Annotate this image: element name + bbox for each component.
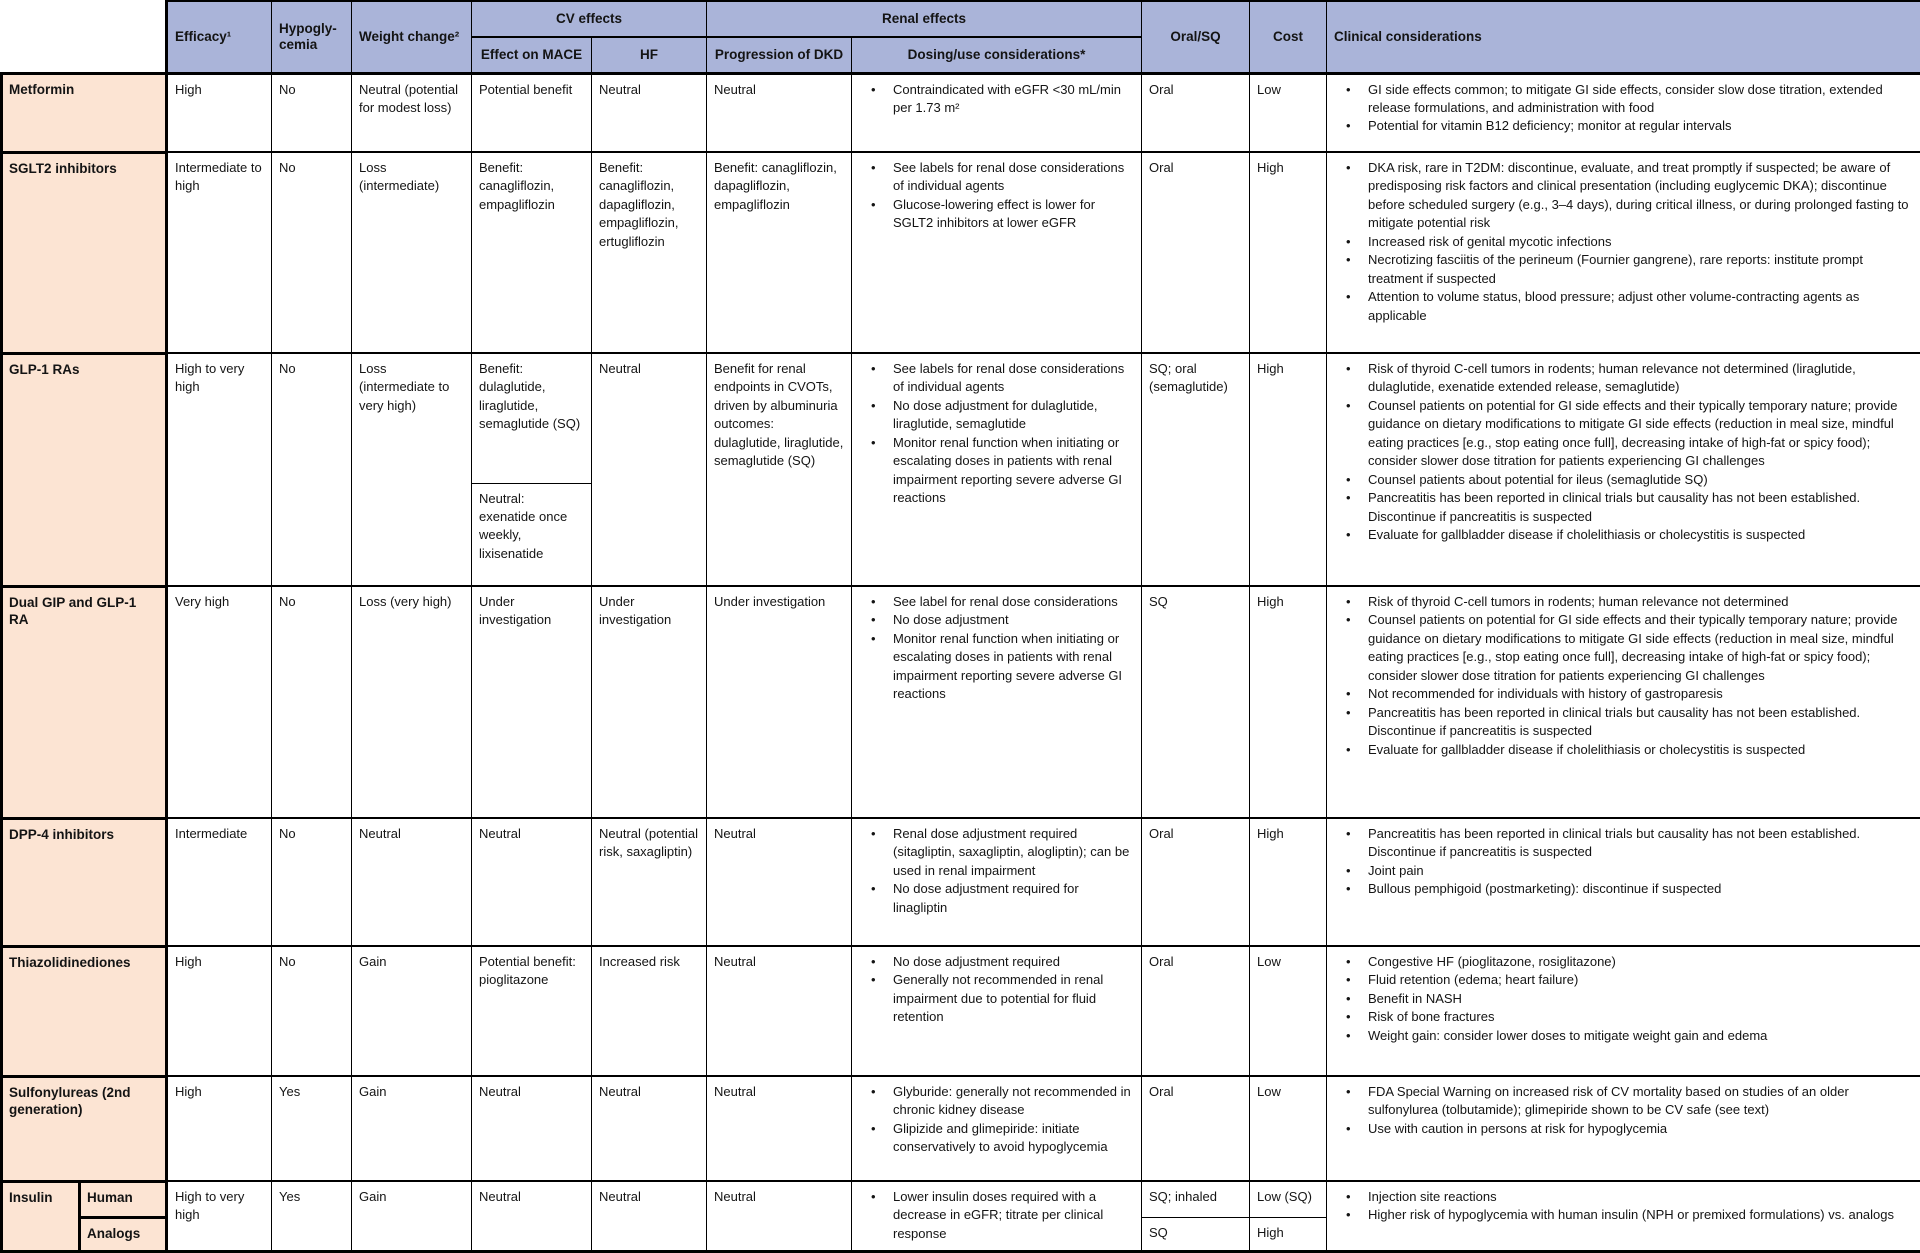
sglt2-hypoglycemia: No — [272, 152, 352, 353]
bullet-list: • See label for renal dose considerations • No dose adjustment • Monitor renal function when initiating or escalating doses in patients with renal impairment reporting severe adverse GI reactions — [859, 593, 1134, 704]
metformin-clinical — [1327, 73, 1920, 152]
insulin-human-label: Human — [80, 1181, 167, 1217]
sulfonylureas-clinical — [1327, 1076, 1920, 1181]
bullet-list: • GI side effects common; to mitigate GI side effects, consider slow dose titration, extended release formulations, and administration with food • Potential for vitamin B12 deficiency; monitor at regular intervals — [1334, 81, 1913, 136]
insulin-dosing — [852, 1181, 1142, 1251]
sulfonylureas-cost: Low — [1250, 1076, 1327, 1181]
header-clinical-considerations: Clinical considerations — [1327, 1, 1920, 73]
sulfonylureas-label: Sulfonylureas (2nd generation) — [2, 1076, 167, 1181]
dpp4-efficacy: Intermediate — [167, 818, 272, 946]
dpp4-effect-on-mace: Neutral — [472, 818, 592, 946]
header-efficacy: Efficacy¹ — [167, 1, 272, 73]
metformin-dosing — [852, 73, 1142, 152]
insulin-efficacy: High to very high — [167, 1181, 272, 1251]
bullet-list: • No dose adjustment required • Generally not recommended in renal impairment due to potential for fluid retention — [859, 953, 1134, 1027]
header-oral-sq: Oral/SQ — [1142, 1, 1250, 73]
row-dpp4-inhibitors — [2, 818, 1920, 946]
tzd-weight-change: Gain — [352, 946, 472, 1076]
dual-gip-weight-change: Loss (very high) — [352, 586, 472, 818]
insulin-hf: Neutral — [592, 1181, 707, 1251]
bullet-list: • Glyburide: generally not recommended in chronic kidney disease • Glipizide and glimepiride: initiate conservatively to avoid hypoglycemia — [859, 1083, 1134, 1157]
glp1-hypoglycemia: No — [272, 353, 352, 586]
header-cost: Cost — [1250, 1, 1327, 73]
dpp4-hypoglycemia: No — [272, 818, 352, 946]
bullet-list: • Contraindicated with eGFR <30 mL/min per 1.73 m² — [859, 81, 1134, 118]
row-thiazolidinediones — [2, 946, 1920, 1076]
dpp4-dosing — [852, 818, 1142, 946]
bullet-list: • DKA risk, rare in T2DM: discontinue, evaluate, and treat promptly if suspected; be aware of predisposing risk factors and clinical presentation (including euglycemic DKA); discontinue before scheduled surgery (e.g., 3–4 days), during critical illness, or during prolonged fasting to mitigate potential risk • Increased risk of genital mycotic infections • Necrotizing fasciitis of the perineum (Fournier gangrene), rare reports: institute prompt treatment if suspected • Attention to volume status, blood pressure; adjust other volume-contracting agents as applicable — [1334, 159, 1913, 325]
bullet-list: • FDA Special Warning on increased risk of CV mortality based on studies of an older sulfonylurea (tolbutamide); glimepiride shown to be CV safe (see text) • Use with caution in persons at risk for hypoglycemia — [1334, 1083, 1913, 1138]
dpp4-cost: High — [1250, 818, 1327, 946]
dual-gip-dosing — [852, 586, 1142, 818]
glp1-cost: High — [1250, 353, 1327, 586]
metformin-hypoglycemia: No — [272, 73, 352, 152]
dual-gip-progression-of-dkd: Under investigation — [707, 586, 852, 818]
sglt2-hf: Benefit: canagliflozin, dapagliflozin, empagliflozin, ertugliflozin — [592, 152, 707, 353]
table-body — [2, 73, 1920, 1251]
tzd-cost: Low — [1250, 946, 1327, 1076]
sulfonylureas-effect-on-mace: Neutral — [472, 1076, 592, 1181]
bullet-list: • Injection site reactions • Higher risk of hypoglycemia with human insulin (NPH or premixed formulations) vs. analogs — [1334, 1188, 1913, 1225]
sulfonylureas-weight-change: Gain — [352, 1076, 472, 1181]
row-metformin — [2, 73, 1920, 152]
glp1-label: GLP-1 RAs — [2, 353, 167, 586]
tzd-hf: Increased risk — [592, 946, 707, 1076]
glp1-effect-on-mace-neutral: Neutral: exenatide once weekly, lixisenatide — [472, 483, 592, 586]
insulin-effect-on-mace: Neutral — [472, 1181, 592, 1251]
bullet-list: • Congestive HF (pioglitazone, rosiglitazone) • Fluid retention (edema; heart failure) • Benefit in NASH • Risk of bone fractures • Weight gain: consider lower doses to mitigate weight gain and edema — [1334, 953, 1913, 1045]
dpp4-progression-of-dkd: Neutral — [707, 818, 852, 946]
insulin-label: Insulin — [2, 1181, 80, 1251]
metformin-label: Metformin — [2, 73, 167, 152]
insulin-weight-change: Gain — [352, 1181, 472, 1251]
dual-gip-route: SQ — [1142, 586, 1250, 818]
dual-gip-clinical — [1327, 586, 1920, 818]
glp1-efficacy: High to very high — [167, 353, 272, 586]
metformin-cost: Low — [1250, 73, 1327, 152]
dual-gip-efficacy: Very high — [167, 586, 272, 818]
bullet-list: • Lower insulin doses required with a decrease in eGFR; titrate per clinical response — [859, 1188, 1134, 1243]
metformin-weight-change: Neutral (potential for modest loss) — [352, 73, 472, 152]
sulfonylureas-hf: Neutral — [592, 1076, 707, 1181]
dpp4-clinical — [1327, 818, 1920, 946]
header-group-renal-effects: Renal effects — [707, 1, 1142, 37]
row-insulin-human — [2, 1181, 1920, 1217]
insulin-human-cost: Low (SQ) — [1250, 1181, 1327, 1217]
sglt2-progression-of-dkd: Benefit: canagliflozin, dapagliflozin, empagliflozin — [707, 152, 852, 353]
sglt2-clinical — [1327, 152, 1920, 353]
sulfonylureas-efficacy: High — [167, 1076, 272, 1181]
header-effect-on-mace: Effect on MACE — [472, 37, 592, 73]
metformin-efficacy: High — [167, 73, 272, 152]
tzd-progression-of-dkd: Neutral — [707, 946, 852, 1076]
bullet-list: • See labels for renal dose considerations of individual agents • Glucose-lowering effect is lower for SGLT2 inhibitors at lower eGFR — [859, 159, 1134, 233]
tzd-route: Oral — [1142, 946, 1250, 1076]
sulfonylureas-hypoglycemia: Yes — [272, 1076, 352, 1181]
glp1-route: SQ; oral (semaglutide) — [1142, 353, 1250, 586]
bullet-list: • See labels for renal dose considerations of individual agents • No dose adjustment for dulaglutide, liraglutide, semaglutide • Monitor renal function when initiating or escalating doses in patients with renal impairment reporting severe adverse GI reactions — [859, 360, 1134, 508]
tzd-clinical — [1327, 946, 1920, 1076]
insulin-hypoglycemia: Yes — [272, 1181, 352, 1251]
sglt2-effect-on-mace: Benefit: canagliflozin, empagliflozin — [472, 152, 592, 353]
bullet-list: • Risk of thyroid C-cell tumors in rodents; human relevance not determined (liraglutide, dulaglutide, exenatide extended release, semaglutide) • Counsel patients on potential for GI side effects and their typically temporary nature; provide guidance on dietary modifications to mitigate GI side effects (reduction in meal size, mindful eating practices [e.g., stop eating once full], decreasing intake of high-fat or spicy food); consider slower dose titration for patients experiencing GI challenges • Counsel patients about potential for ileus (semaglutide SQ) • Pancreatitis has been reported in clinical trials but causality has not been established. Discontinue if pancreatitis is suspected • Evaluate for gallbladder disease if cholelithiasis or cholecystitis is suspected — [1334, 360, 1913, 545]
table-header — [2, 1, 1920, 73]
glp1-clinical — [1327, 353, 1920, 586]
insulin-progression-of-dkd: Neutral — [707, 1181, 852, 1251]
glp1-hf: Neutral — [592, 353, 707, 586]
sglt2-label: SGLT2 inhibitors — [2, 152, 167, 353]
header-weight-change: Weight change² — [352, 1, 472, 73]
header-group-cv-effects: CV effects — [472, 1, 707, 37]
dual-gip-label: Dual GIP and GLP-1 RA — [2, 586, 167, 818]
dual-gip-cost: High — [1250, 586, 1327, 818]
tzd-hypoglycemia: No — [272, 946, 352, 1076]
bullet-list: • Risk of thyroid C-cell tumors in rodents; human relevance not determined • Counsel patients on potential for GI side effects and their typically temporary nature; provide guidance on dietary modifications to mitigate GI side effects (reduction in meal size, mindful eating practices [e.g., stop eating once full], decreasing intake of high-fat or spicy food); consider slower dose titration for patients experiencing GI challenges • Not recommended for individuals with history of gastroparesis • Pancreatitis has been reported in clinical trials but causality has not been established. Discontinue if pancreatitis is suspected • Evaluate for gallbladder disease if cholelithiasis or cholecystitis is suspected — [1334, 593, 1913, 759]
sglt2-route: Oral — [1142, 152, 1250, 353]
row-dual-gip-glp1-ra — [2, 586, 1920, 818]
row-sulfonylureas — [2, 1076, 1920, 1181]
sglt2-dosing — [852, 152, 1142, 353]
tzd-effect-on-mace: Potential benefit: pioglitazone — [472, 946, 592, 1076]
glp1-dosing — [852, 353, 1142, 586]
sulfonylureas-dosing — [852, 1076, 1142, 1181]
sulfonylureas-progression-of-dkd: Neutral — [707, 1076, 852, 1181]
bullet-list: • Pancreatitis has been reported in clinical trials but causality has not been established. Discontinue if pancreatitis is suspected • Joint pain • Bullous pemphigoid (postmarketing): discontinue if suspected — [1334, 825, 1913, 899]
insulin-analogs-label: Analogs — [80, 1217, 167, 1251]
glp1-progression-of-dkd: Benefit for renal endpoints in CVOTs, driven by albuminuria outcomes: dulaglutide, liraglutide, semaglutide (SQ) — [707, 353, 852, 586]
blank-corner-cell — [2, 1, 167, 73]
tzd-dosing — [852, 946, 1142, 1076]
header-dosing-use-considerations: Dosing/use considerations* — [852, 37, 1142, 73]
bullet-list: • Renal dose adjustment required (sitagliptin, saxagliptin, alogliptin); can be used in renal impairment • No dose adjustment required for linagliptin — [859, 825, 1134, 917]
dual-gip-hypoglycemia: No — [272, 586, 352, 818]
tzd-label: Thiazolidinediones — [2, 946, 167, 1076]
insulin-analogs-route: SQ — [1142, 1217, 1250, 1251]
glp1-effect-on-mace-benefit: Benefit: dulaglutide, liraglutide, semaglutide (SQ) — [472, 353, 592, 483]
glp1-weight-change: Loss (intermediate to very high) — [352, 353, 472, 586]
dual-gip-hf: Under investigation — [592, 586, 707, 818]
sglt2-cost: High — [1250, 152, 1327, 353]
dpp4-route: Oral — [1142, 818, 1250, 946]
insulin-human-route: SQ; inhaled — [1142, 1181, 1250, 1217]
dpp4-label: DPP-4 inhibitors — [2, 818, 167, 946]
header-progression-of-dkd: Progression of DKD — [707, 37, 852, 73]
metformin-route: Oral — [1142, 73, 1250, 152]
tzd-efficacy: High — [167, 946, 272, 1076]
row-glp1-ras — [2, 353, 1920, 483]
dpp4-hf: Neutral (potential risk, saxagliptin) — [592, 818, 707, 946]
insulin-clinical — [1327, 1181, 1920, 1251]
dual-gip-effect-on-mace: Under investigation — [472, 586, 592, 818]
sglt2-weight-change: Loss (intermediate) — [352, 152, 472, 353]
row-sglt2-inhibitors — [2, 152, 1920, 353]
dpp4-weight-change: Neutral — [352, 818, 472, 946]
metformin-hf: Neutral — [592, 73, 707, 152]
sglt2-efficacy: Intermediate to high — [167, 152, 272, 353]
metformin-progression-of-dkd: Neutral — [707, 73, 852, 152]
metformin-effect-on-mace: Potential benefit — [472, 73, 592, 152]
header-hf: HF — [592, 37, 707, 73]
insulin-analogs-cost: High — [1250, 1217, 1327, 1251]
header-hypoglycemia: Hypogly-cemia — [272, 1, 352, 73]
sulfonylureas-route: Oral — [1142, 1076, 1250, 1181]
